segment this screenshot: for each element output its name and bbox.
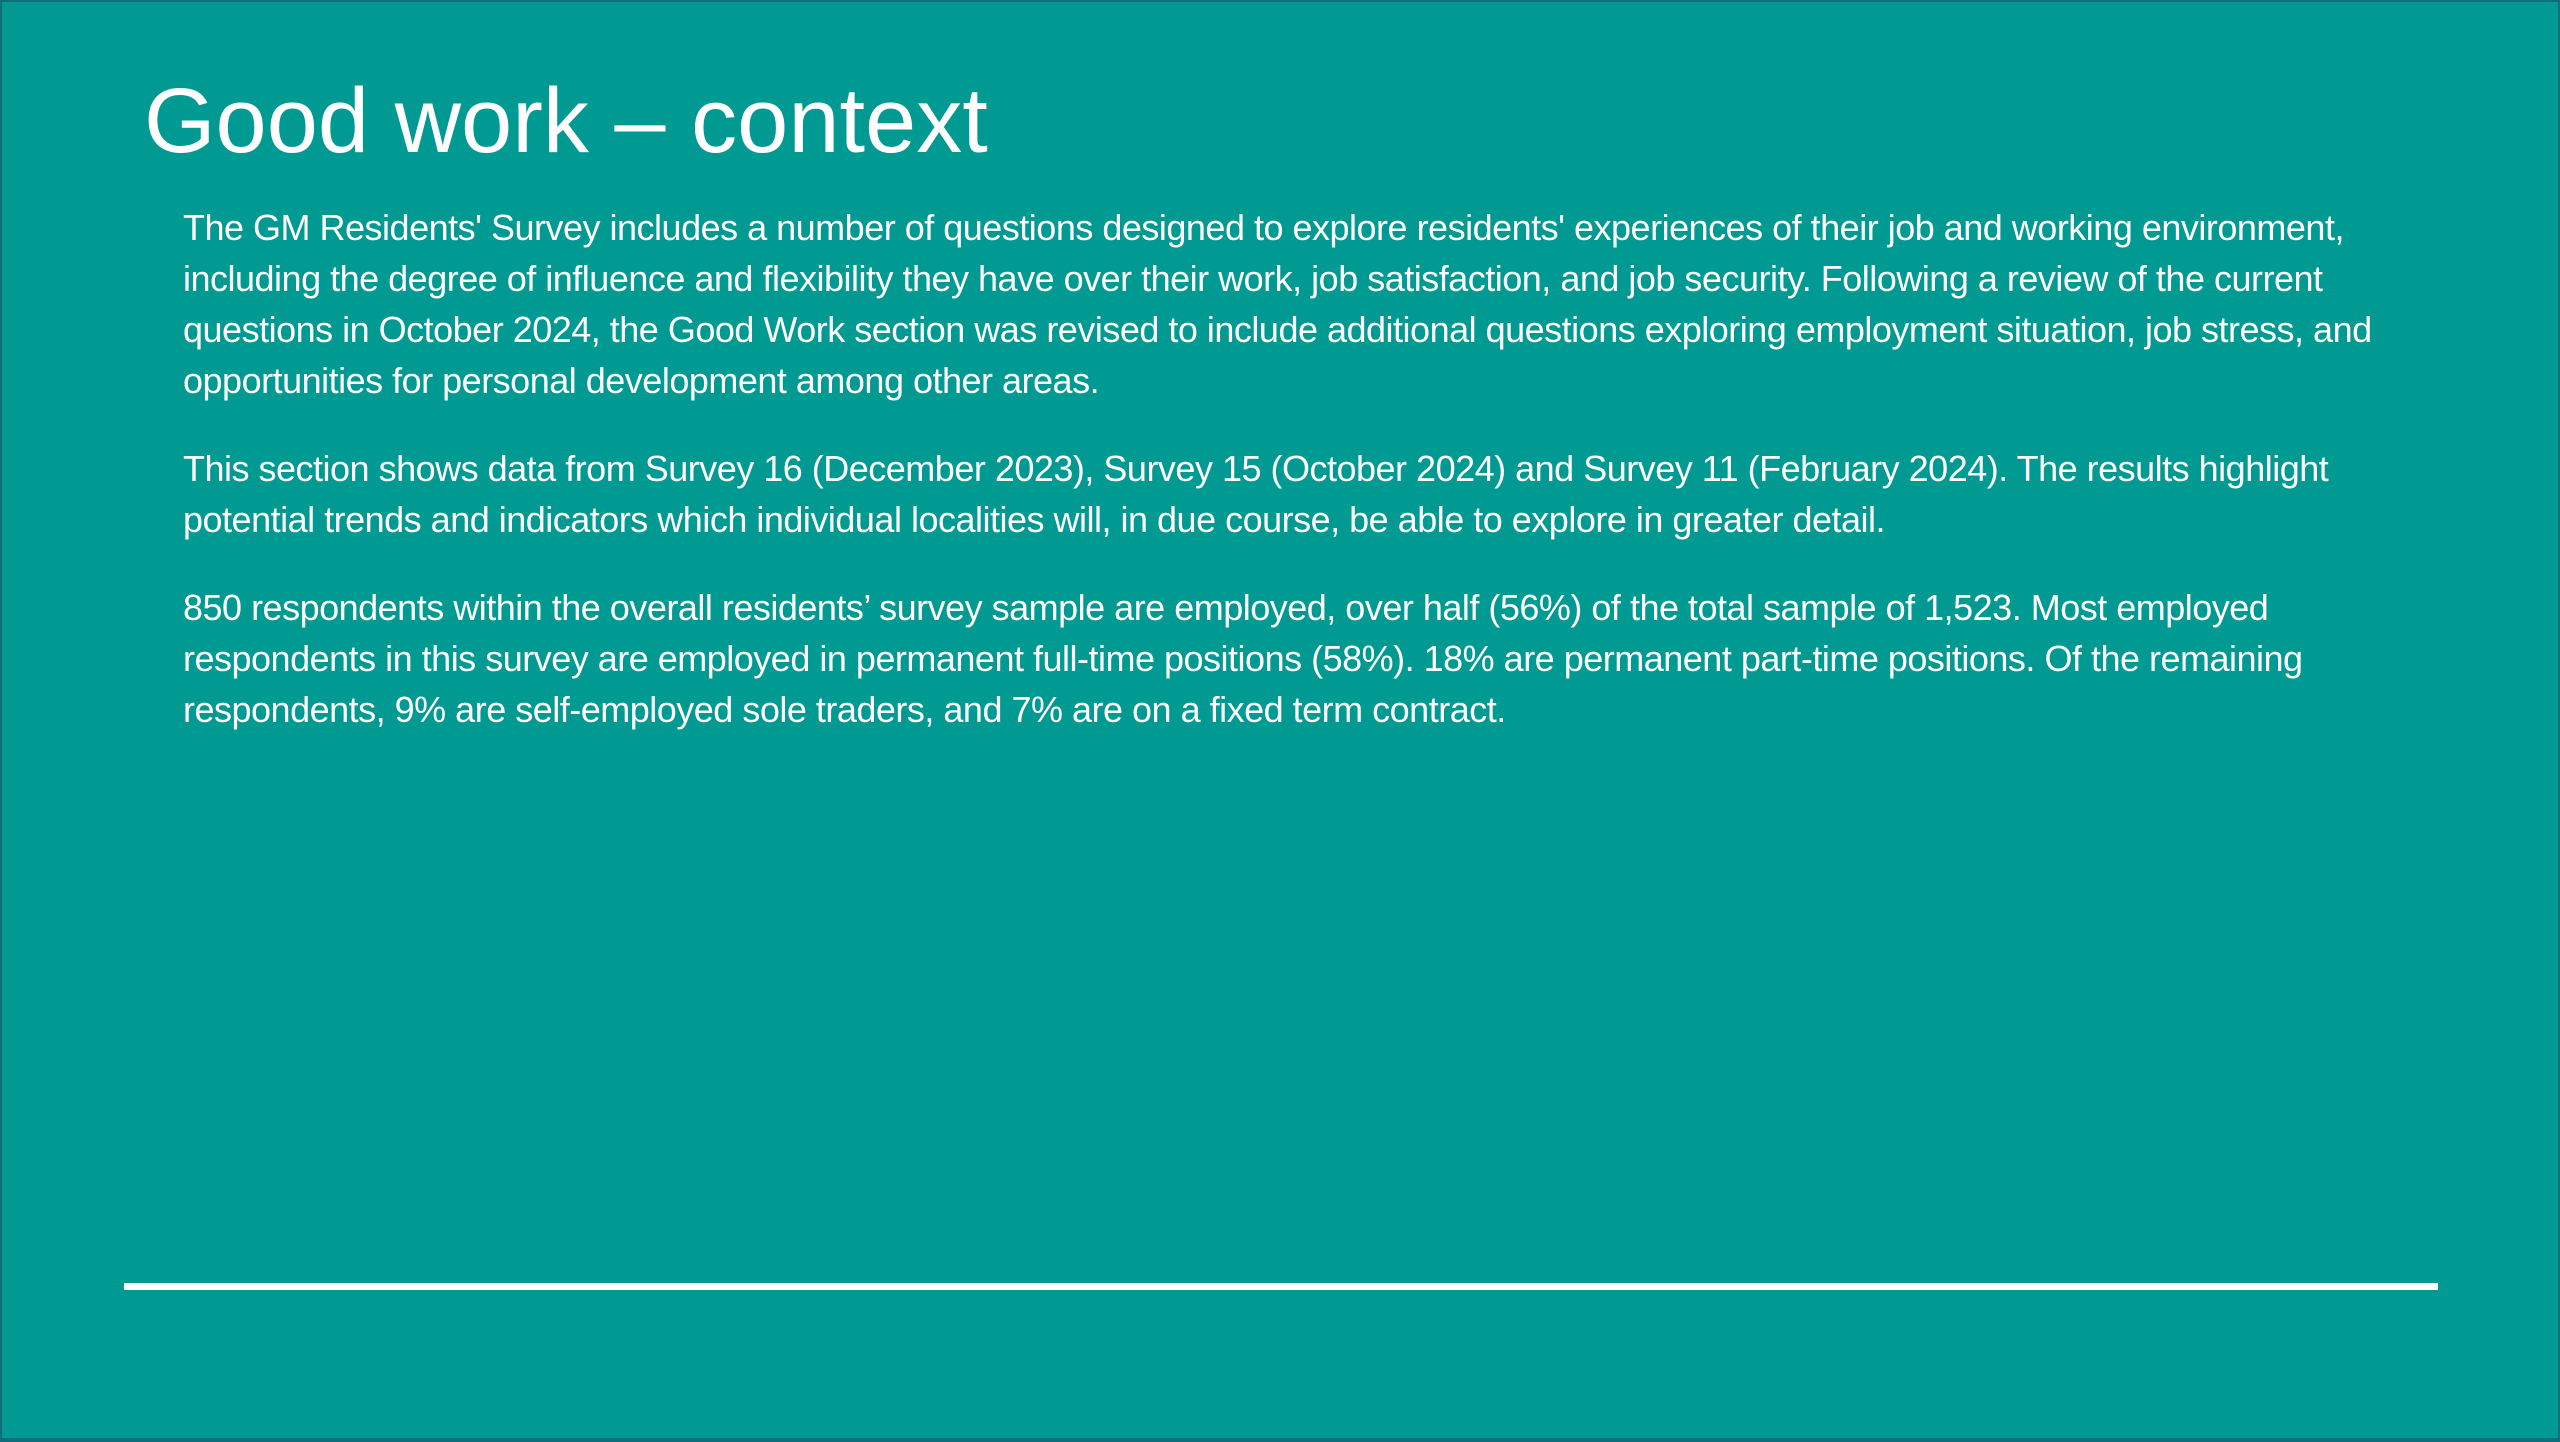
footer-divider (124, 1283, 2438, 1290)
paragraph-data-sources: This section shows data from Survey 16 (December 2023), Survey 15 (October 2024) and Survey 11 (February 2024). The results highlight potential trends and indicators which individual localities will, in due course, be able to explore in greater detail. (183, 448, 2329, 540)
paragraph-survey-intro: The GM Residents' Survey includes a number of questions designed to explore residents' experiences of their job and working environment, including the degree of influence and flexibility they have over their work, job satisfaction, and job security. Following a review of the current questions in October 2024, the Good Work section was revised to include additional questions exploring employment situation, job stress, and opportunities for personal development among other areas. (183, 207, 2372, 401)
slide-title: Good work – context (144, 70, 988, 172)
slide-body (183, 202, 2373, 772)
slide (2, 2, 2558, 1438)
paragraph-employment-stats: 850 respondents within the overall residents’ survey sample are employed, over half (56%) of the total sample of 1,523. Most employed respondents in this survey are employed in permanent full-time positions (58%). 18% are permanent part-time positions. Of the remaining respondents, 9% are self-employed sole traders, and 7% are on a fixed term contract. (183, 587, 2303, 730)
